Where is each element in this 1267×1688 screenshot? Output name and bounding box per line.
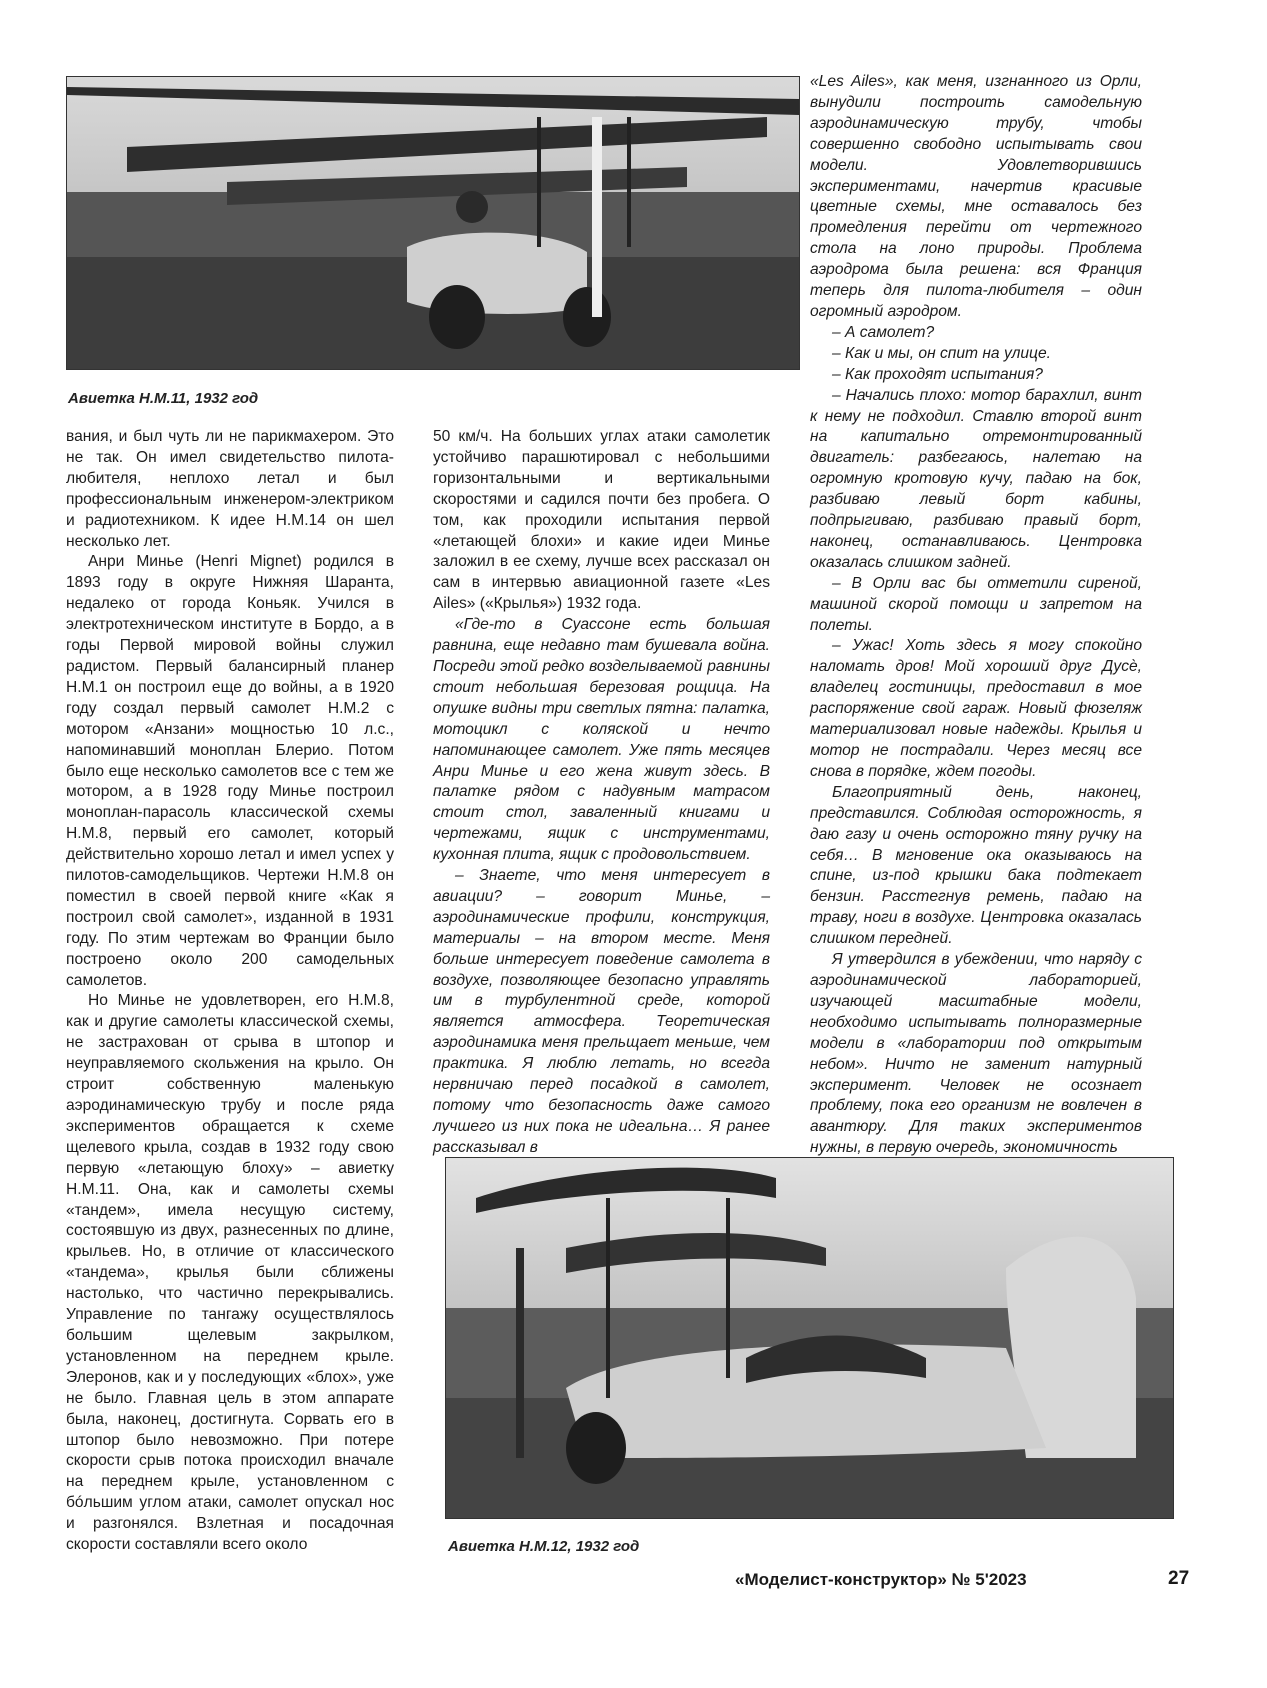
photo-caption: Авиетка Н.М.12, 1932 год — [448, 1538, 640, 1555]
paragraph: 50 км/ч. На больших углах атаки самолетик устойчиво парашютировал с небольшими горизонтальными и вертикальными скоростями и садился почти без пробега. О том, как проходили испытания первой «летающей блохи» и какие идеи Минье заложил в ее схему, лучше всех рассказал он сам в интервью авиационной газете «Les Ailes» («Крылья») 1932 года. — [433, 428, 770, 613]
paragraph: Благоприятный день, наконец, представился. Соблюдая осторожность, я даю газу и очень осторожно тяну ручку на себя… В мгновение ока оказываюсь на спине, из-под крышки бака подтекает бензин. Расстегнув ремень, падаю на траву, ноги в воздухе. Центровка оказалась слишком передней. — [810, 783, 1142, 948]
aircraft-hm11-image — [67, 77, 799, 369]
article-column-left — [66, 427, 394, 1556]
paragraph: – Ужас! Хоть здесь я могу спокойно наломать дров! Мой хороший друг Дусѐ, владелец гостиницы, предоставил в мое распоряжение свой гараж. Новый фюзеляж материализовал новые надежды. Крылья и мотор не пострадали. Через месяц все снова в порядке, ждем погоды. — [810, 637, 1142, 780]
article-column-right — [810, 72, 1142, 1159]
paragraph: «Les Ailes», как меня, изгнанного из Орли, вынудили построить самодельную аэродинамическую трубу, чтобы совершенно свободно испытывать свои модели. Удовлетворившись экспериментами, начертив красивые цветные схемы, мне оставалось без промедления перейти от чертежного стола на лоно природы. Проблема аэродрома была решена: вся Франция теперь для пилота-любителя – один огромный аэродром. — [810, 73, 1142, 320]
magazine-title: «Моделист-конструктор» № 5'2023 — [735, 1570, 1027, 1589]
article-column-middle — [433, 427, 770, 1159]
paragraph: – А самолет? — [832, 323, 935, 341]
paragraph: – Как и мы, он спит на улице. — [832, 344, 1051, 362]
paragraph: «Где-то в Суассоне есть большая равнина, еще недавно там бушевала война. Посреди этой редко возделываемой равнины стоит небольшая березовая рощица. На опушке видны три светлых пятна: палатка, мотоцикл с коляской и нечто напоминающее самолет. Уже пять месяцев Анри Минье и его жена живут здесь. В палатке рядом с надувным матрасом стоит стол, заваленный книгами и чертежами, ящик с инструментами, кухонная плита, ящик с продовольствием. — [433, 616, 770, 864]
paragraph: вания, и был чуть ли не парикмахером. Это не так. Он имел свидетельство пилота-любителя, неплохо летал и был профессиональным инженером-электриком и радиотехником. К идее Н.М.14 он шел несколько лет. — [66, 428, 394, 550]
paragraph: – Начались плохо: мотор барахлил, винт к нему не подходил. Ставлю второй винт на капитально отремонтированный двигатель: разбегаюсь, налетаю на огромную кротовую кучу, падаю на бок, разбиваю левый борт кабины, подпрыгиваю, разбиваю правый борт, наконец, останавливаюсь. Центровка оказалась слишком задней. — [810, 386, 1142, 571]
paragraph: Анри Минье (Henri Mignet) родился в 1893 году в округе Нижняя Шаранта, недалеко от города Коньяк. Учился в электротехническом институте в Бордо, а в годы Первой мировой войны служил радистом. Первый балансирный планер Н.М.1 он построил еще до войны, а в 1920 году создал первый самолет Н.М.2 с мотором «Анзани» мощностью 10 л.с., напоминавший моноплан Блерио. Потом было еще несколько самолетов все с тем же мотором, а в 1928 году Минье построил моноплан-парасоль классической схемы Н.М.8, первый его самолет, который действительно хорошо летал и имел успех у пилотов-самодельщиков. Чертежи Н.М.8 он поместил в своей первой книге «Как я построил свой самолет», изданной в 1931 году. По этим чертежам во Франции было построено около 200 самодельных самолетов. — [66, 553, 394, 989]
paragraph: – В Орли вас бы отметили сиреной, машиной скорой помощи и запретом на полеты. — [810, 574, 1142, 634]
paragraph: Я утвердился в убеждении, что наряду с аэродинамической лабораторией, изучающей масштабные модели, необходимо испытывать полноразмерные модели в «лаборатории под открытым небом». Ничто не заменит натурный эксперимент. Человек не осознает проблему, пока его организм не вовлечен в авантюру. Для таких экспериментов нужны, в первую очередь, экономичность — [810, 951, 1142, 1157]
photo-hm12 — [445, 1157, 1174, 1519]
paragraph: – Знаете, что меня интересует в авиации? – говорит Минье, – аэродинамические профили, конструкция, материалы – на втором месте. Меня больше интересует поведение самолета в воздухе, позволяющее безопасно управлять им в турбулентной среде, которой является атмосфера. Теоретическая аэродинамика меня прельщает меньше, чем практика. Я люблю летать, но всегда нервничаю перед посадкой в самолет, потому что безопасность даже самого лучшего из них пока не идеальна… Я ранее рассказывал в — [433, 867, 770, 1156]
page-number: 27 — [1168, 1568, 1190, 1589]
aircraft-hm12-image — [446, 1158, 1173, 1518]
paragraph: Но Минье не удовлетворен, его Н.М.8, как и другие самолеты классической схемы, не застрахован от срыва в штопор и неуправляемого скольжения на крыло. Он строит собственную маленькую аэродинамическую трубу и после ряда экспериментов обращается к схеме щелевого крыла, создав в 1932 году свою первую «летающую блоху» – авиетку Н.М.11. Она, как и самолеты схемы «тандем», имела несущую систему, состоявшую из двух, разнесенных по длине, крыльев. Но, в отличие от классического «тандема», крылья были сближены настолько, что частично перекрывались. Управление по тангажу осуществлялось большим щелевым закрылком, установленном на переднем крыле. Элеронов, как и у последующих «блох», уже не было. Главная цель в этом аппарате была, наконец, достигнута. Сорвать его в штопор было невозможно. При потере скорости срыв потока происходил вначале на переднем крыле, установленном с бóльшим углом атаки, самолет опускал нос и разгонялся. Взлетная и посадочная скорости составляли всего около — [66, 992, 394, 1554]
photo-hm11 — [66, 76, 800, 370]
photo-caption: Авиетка Н.М.11, 1932 год — [68, 390, 259, 407]
paragraph: – Как проходят испытания? — [832, 365, 1043, 383]
